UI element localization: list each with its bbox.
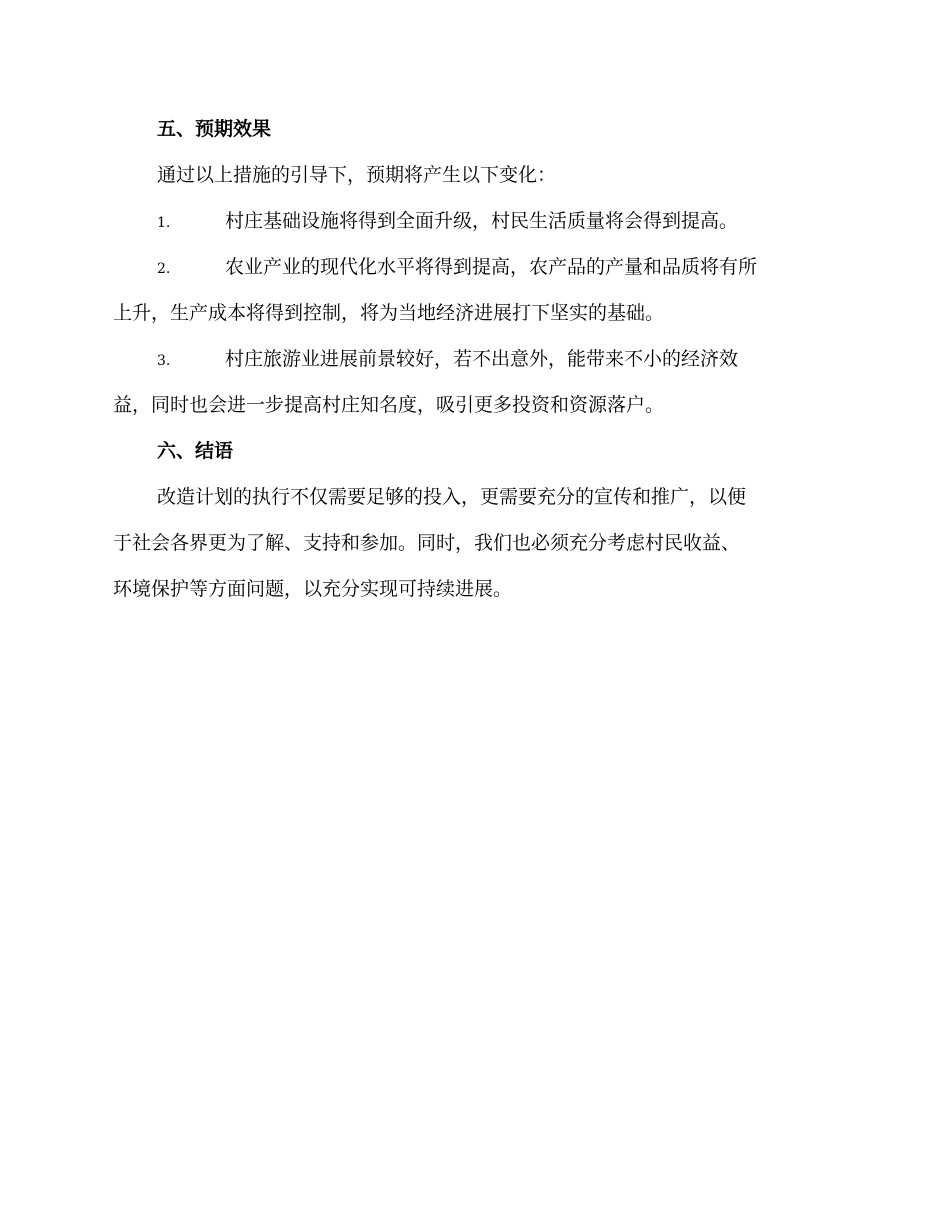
list-item-text-continued: 益，同时也会进一步提高村庄知名度，吸引更多投资和资源落户。: [113, 394, 665, 416]
conclusion-paragraph: [113, 474, 838, 612]
list-item-number: 2.: [157, 261, 171, 277]
list-item-text: 村庄基础设施将得到全面升级，村民生活质量将会得到提高。: [225, 210, 739, 232]
section-heading-conclusion: 六、结语: [157, 440, 234, 462]
list-item-number: 1.: [157, 215, 171, 231]
list-item-text: 农业产业的现代化水平将得到提高，农产品的产量和品质将有所: [225, 256, 758, 278]
list-item-text-continued: 上升，生产成本将得到控制，将为当地经济进展打下坚实的基础。: [113, 302, 665, 324]
list-item: [113, 336, 838, 428]
paragraph-line: 环境保护等方面问题，以充分实现可持续进展。: [113, 578, 513, 600]
document-body: [113, 106, 838, 612]
paragraph-line: 于社会各界更为了解、支持和参加。同时，我们也必须充分考虑村民收益、: [113, 532, 741, 554]
section-heading-expected-results: 五、预期效果: [157, 118, 272, 140]
list-item-text: 村庄旅游业进展前景较好，若不出意外，能带来不小的经济效: [225, 348, 739, 370]
section-intro: 通过以上措施的引导下，预期将产生以下变化：: [157, 164, 557, 186]
list-item: [113, 198, 838, 244]
list-item: [113, 244, 838, 336]
list-item-number: 3.: [157, 353, 171, 369]
paragraph-line: 改造计划的执行不仅需要足够的投入，更需要充分的宣传和推广，以便: [157, 486, 747, 508]
